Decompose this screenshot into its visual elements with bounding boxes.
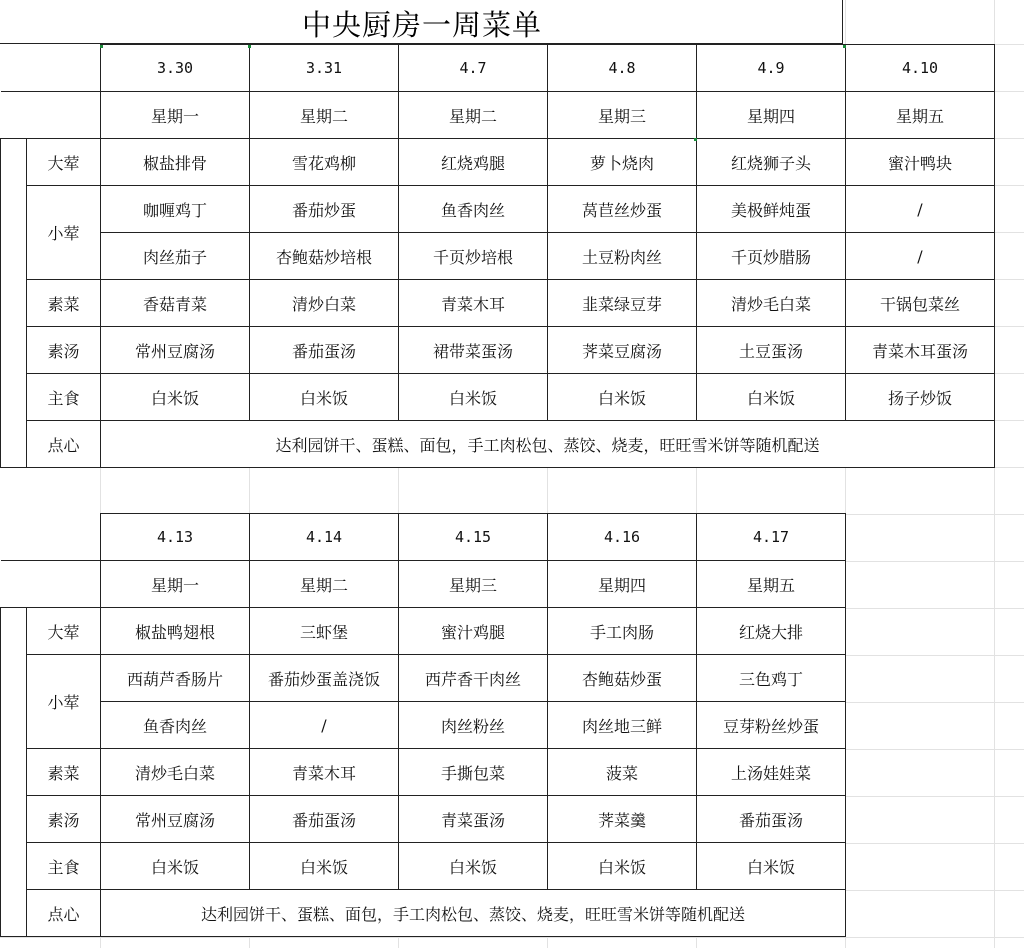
sutang-row <box>1 327 995 374</box>
dianxin-row <box>1 421 995 468</box>
dish-cell: 红烧狮子头 <box>697 139 846 186</box>
weekday-cell: 星期三 <box>399 561 548 608</box>
date-cell: 3.30 <box>101 45 250 92</box>
dish-cell: 白米饭 <box>250 374 399 421</box>
dish-cell: 红烧鸡腿 <box>399 139 548 186</box>
date-cell: 4.14 <box>250 514 399 561</box>
dish-cell: 手撕包菜 <box>399 749 548 796</box>
dish-cell: 杏鲍菇炒培根 <box>250 233 399 280</box>
dish-cell: 扬子炒饭 <box>846 374 995 421</box>
xiaohun-row-2 <box>1 702 846 749</box>
comment-marker <box>248 45 251 48</box>
dish-cell: 荠菜豆腐汤 <box>548 327 697 374</box>
dish-cell: 土豆蛋汤 <box>697 327 846 374</box>
dish-cell: 番茄蛋汤 <box>250 327 399 374</box>
sutang-row <box>1 796 846 843</box>
date-cell: 4.10 <box>846 45 995 92</box>
dahun-row <box>1 608 846 655</box>
corner-cell <box>1 45 101 92</box>
dish-cell: 三虾堡 <box>250 608 399 655</box>
date-cell: 4.7 <box>399 45 548 92</box>
weekday-cell: 星期一 <box>101 561 250 608</box>
category-label: 主食 <box>27 843 101 890</box>
zhushi-row <box>1 843 846 890</box>
dish-cell: 青菜蛋汤 <box>399 796 548 843</box>
date-cell: 4.9 <box>697 45 846 92</box>
sucai-row <box>1 749 846 796</box>
dish-cell: 肉丝粉丝 <box>399 702 548 749</box>
dish-cell: 白米饭 <box>101 374 250 421</box>
weekday-row <box>1 561 846 608</box>
comment-marker <box>694 138 697 141</box>
dish-cell: 清炒白菜 <box>250 280 399 327</box>
comment-marker <box>100 45 103 48</box>
dish-cell: 萝卜烧肉 <box>548 139 697 186</box>
dish-cell: 清炒毛白菜 <box>697 280 846 327</box>
category-label: 素菜 <box>27 749 101 796</box>
dahun-row <box>1 139 995 186</box>
dish-cell: 鱼香肉丝 <box>399 186 548 233</box>
dish-cell: 白米饭 <box>101 843 250 890</box>
dish-cell: 常州豆腐汤 <box>101 796 250 843</box>
dish-cell: 千页炒培根 <box>399 233 548 280</box>
date-row <box>1 514 846 561</box>
category-label: 主食 <box>27 374 101 421</box>
dish-cell: 青菜木耳 <box>250 749 399 796</box>
weekday-row <box>1 92 995 139</box>
sucai-row <box>1 280 995 327</box>
dish-cell: 白米饭 <box>548 374 697 421</box>
dish-cell: 肉丝茄子 <box>101 233 250 280</box>
date-cell: 4.8 <box>548 45 697 92</box>
dish-cell: 韭菜绿豆芽 <box>548 280 697 327</box>
weekday-cell: 星期五 <box>697 561 846 608</box>
menu-title-cell <box>0 0 843 44</box>
corner-cell <box>1 514 101 561</box>
snack-cell: 达利园饼干、蛋糕、面包，手工肉松包、蒸饺、烧麦，旺旺雪米饼等随机配送 <box>101 890 846 937</box>
dish-cell: 蜜汁鸡腿 <box>399 608 548 655</box>
weekday-cell: 星期二 <box>399 92 548 139</box>
comment-marker <box>843 45 846 48</box>
date-cell: 4.13 <box>101 514 250 561</box>
dish-cell: 蜜汁鸭块 <box>846 139 995 186</box>
dish-cell: 美极鲜炖蛋 <box>697 186 846 233</box>
category-label: 小荤 <box>27 655 101 749</box>
dish-cell: 西芹香干肉丝 <box>399 655 548 702</box>
dish-cell: 肉丝地三鲜 <box>548 702 697 749</box>
dish-cell: 白米饭 <box>399 843 548 890</box>
dish-cell: 豆芽粉丝炒蛋 <box>697 702 846 749</box>
dish-cell: 番茄蛋汤 <box>250 796 399 843</box>
dish-cell: 番茄炒蛋 <box>250 186 399 233</box>
week1-menu-table <box>0 44 995 468</box>
dish-cell: 清炒毛白菜 <box>101 749 250 796</box>
dish-cell: / <box>250 702 399 749</box>
date-cell: 3.31 <box>250 45 399 92</box>
dish-cell: 青菜木耳蛋汤 <box>846 327 995 374</box>
weekday-cell: 星期一 <box>101 92 250 139</box>
dish-cell: 荠菜羹 <box>548 796 697 843</box>
blank-cell <box>1 92 101 139</box>
xiaohun-row-1 <box>1 655 846 702</box>
dianxin-row <box>1 890 846 937</box>
dish-cell: 鱼香肉丝 <box>101 702 250 749</box>
snack-cell: 达利园饼干、蛋糕、面包，手工肉松包、蒸饺、烧麦，旺旺雪米饼等随机配送 <box>101 421 995 468</box>
dish-cell: 番茄蛋汤 <box>697 796 846 843</box>
dish-cell: 白米饭 <box>548 843 697 890</box>
category-label: 素汤 <box>27 327 101 374</box>
dish-cell: 莴苣丝炒蛋 <box>548 186 697 233</box>
category-label: 素菜 <box>27 280 101 327</box>
dish-cell: 椒盐鸭翅根 <box>101 608 250 655</box>
xiaohun-row-1 <box>1 186 995 233</box>
category-label: 点心 <box>27 890 101 937</box>
weekday-cell: 星期四 <box>548 561 697 608</box>
weekday-cell: 星期三 <box>548 92 697 139</box>
blank-cell <box>1 561 101 608</box>
dish-cell: 手工肉肠 <box>548 608 697 655</box>
weekday-cell: 星期五 <box>846 92 995 139</box>
dish-cell: 西葫芦香肠片 <box>101 655 250 702</box>
dish-cell: 香菇青菜 <box>101 280 250 327</box>
dish-cell: 青菜木耳 <box>399 280 548 327</box>
dish-cell: 番茄炒蛋盖浇饭 <box>250 655 399 702</box>
dish-cell: 杏鲍菇炒蛋 <box>548 655 697 702</box>
dish-cell: 千页炒腊肠 <box>697 233 846 280</box>
dish-cell: 雪花鸡柳 <box>250 139 399 186</box>
dish-cell: / <box>846 186 995 233</box>
page-title: 中央厨房一周菜单 <box>302 8 543 42</box>
zhushi-row <box>1 374 995 421</box>
category-label: 大荤 <box>27 139 101 186</box>
dish-cell: 白米饭 <box>697 374 846 421</box>
dish-cell: 椒盐排骨 <box>101 139 250 186</box>
dish-cell: 红烧大排 <box>697 608 846 655</box>
weekday-cell: 星期四 <box>697 92 846 139</box>
xiaohun-row-2 <box>1 233 995 280</box>
category-label: 小荤 <box>27 186 101 280</box>
dish-cell: 白米饭 <box>399 374 548 421</box>
date-cell: 4.15 <box>399 514 548 561</box>
week2-menu-table <box>0 513 846 937</box>
weekday-cell: 星期二 <box>250 561 399 608</box>
category-label: 点心 <box>27 421 101 468</box>
dish-cell: 三色鸡丁 <box>697 655 846 702</box>
dish-cell: 裙带菜蛋汤 <box>399 327 548 374</box>
category-label: 素汤 <box>27 796 101 843</box>
date-cell: 4.17 <box>697 514 846 561</box>
weekday-cell: 星期二 <box>250 92 399 139</box>
dish-cell: 咖喱鸡丁 <box>101 186 250 233</box>
dish-cell: 白米饭 <box>697 843 846 890</box>
dish-cell: 白米饭 <box>250 843 399 890</box>
dish-cell: 常州豆腐汤 <box>101 327 250 374</box>
dish-cell: 土豆粉肉丝 <box>548 233 697 280</box>
dish-cell: 上汤娃娃菜 <box>697 749 846 796</box>
category-label: 大荤 <box>27 608 101 655</box>
dish-cell: 干锅包菜丝 <box>846 280 995 327</box>
dish-cell: / <box>846 233 995 280</box>
date-row <box>1 45 995 92</box>
left-margin-cell <box>1 139 27 468</box>
date-cell: 4.16 <box>548 514 697 561</box>
dish-cell: 菠菜 <box>548 749 697 796</box>
left-margin-cell <box>1 608 27 937</box>
